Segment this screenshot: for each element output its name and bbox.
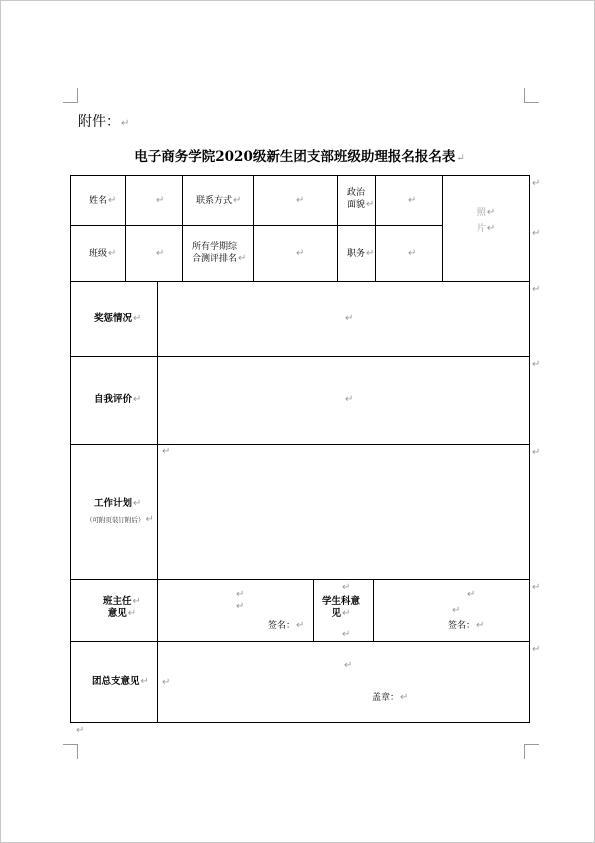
margin-corner-bottom-left (63, 744, 78, 759)
class-label: 班级↵ (89, 248, 117, 259)
rule (70, 356, 530, 357)
attachment-label: 附件：↵ (78, 114, 130, 130)
head-teacher-opinion-field[interactable]: ↵ ↵ (236, 589, 245, 612)
margin-corner-top-left (63, 88, 78, 103)
rule (70, 641, 530, 642)
head-teacher-opinion-label: 班主任↵ 意见↵ (103, 596, 141, 619)
rule (313, 579, 314, 641)
self-evaluation-field[interactable]: ↵ (345, 394, 354, 405)
dept-return-mark: ↵ (342, 629, 351, 640)
row-end-mark: ↵ (532, 359, 541, 370)
awards-label: 奖惩情况↵ (94, 313, 142, 324)
photo-area[interactable]: 照↵ 片↵ (476, 207, 496, 234)
dept-return-mark: ↵ (452, 605, 461, 616)
position-label: 职务↵ (347, 248, 375, 259)
work-plan-field[interactable]: ↵ (162, 446, 171, 457)
head-teacher-signature[interactable]: 签名：↵ (268, 620, 305, 631)
margin-corner-bottom-right (524, 744, 539, 759)
self-evaluation-label: 自我评价↵ (94, 394, 142, 405)
row-end-mark: ↵ (532, 228, 541, 239)
rule (125, 175, 126, 281)
row-end-mark: ↵ (532, 284, 541, 295)
rule (253, 175, 254, 281)
rule (70, 281, 530, 282)
rule (375, 175, 376, 281)
name-label: 姓名↵ (89, 195, 117, 206)
position-field[interactable]: ↵ (408, 248, 417, 259)
league-branch-stamp[interactable]: 盖章：↵ (372, 692, 409, 703)
paragraph-mark: ↵ (76, 725, 85, 736)
league-branch-opinion-label: 团总支意见↵ (92, 676, 149, 687)
name-field[interactable]: ↵ (156, 195, 165, 206)
class-field[interactable]: ↵ (156, 248, 165, 259)
dept-return-mark: ↵ (342, 582, 351, 593)
work-plan-label: 工作计划↵ (94, 498, 142, 509)
league-return-mark: ↵ (162, 677, 171, 688)
row-end-mark: ↵ (532, 178, 541, 189)
row-end-mark: ↵ (532, 644, 541, 655)
rule (182, 175, 183, 281)
rule (70, 579, 530, 580)
row-end-mark: ↵ (532, 447, 541, 458)
student-dept-signature[interactable]: 签名：↵ (448, 620, 485, 631)
politics-label: 政治 面貌↵ (347, 188, 375, 210)
margin-corner-top-right (524, 88, 539, 103)
work-plan-note: （可附页装订附后）↵ (86, 514, 154, 525)
rule (337, 175, 338, 281)
contact-label: 联系方式↵ (196, 195, 242, 206)
awards-field[interactable]: ↵ (345, 313, 354, 324)
politics-field[interactable]: ↵ (408, 195, 417, 206)
rule (70, 444, 530, 445)
student-dept-opinion-field[interactable]: ↵ (467, 589, 476, 600)
contact-field[interactable]: ↵ (296, 195, 305, 206)
form-title: 电子商务学院2020级新生团支部班级助理报名报名表↵ (134, 149, 465, 165)
student-dept-opinion-label: 学生科意 见↵ (322, 596, 361, 619)
rule (373, 579, 374, 641)
row-end-mark: ↵ (532, 582, 541, 593)
ranking-field[interactable]: ↵ (296, 248, 305, 259)
league-return-mark: ↵ (344, 660, 353, 671)
ranking-label: 所有学期综 合测评排名↵ (192, 242, 247, 264)
rule (157, 281, 158, 723)
